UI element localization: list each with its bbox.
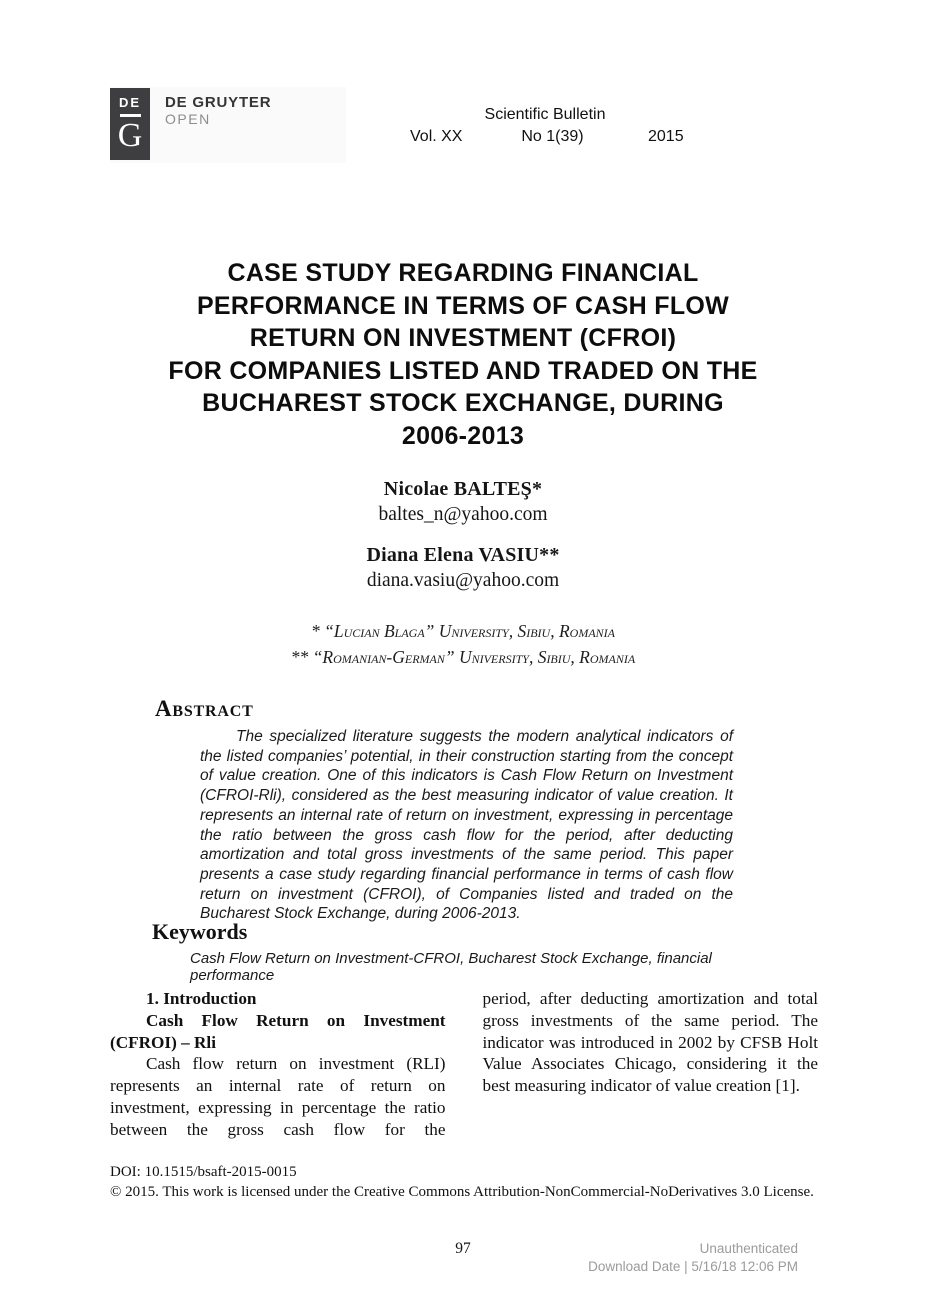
abstract-text: The specialized literature suggests the modern analytical indicators of the listed companies’ potential, in their construction starting from the concept of value creation. One of this indicators is Cash Flow Return on Investment (CFROI-Rli), considered as the best measuring indicator of value creation. It represents an internal rate of return on investment, expressing in percentage the ratio between the gross cash flow for the period, after deducting amortization and total gross investments of the same period. This paper presents a case study regarding financial performance in terms of cash flow return on investment (CFROI), of Companies listed and traded on the Bucharest Stock Exchange, during 2006-2013. [200, 728, 733, 923]
body-paragraph-left: Cash flow return on investment (RLI) represents an internal rate of return on investment, expressing in percentage the ratio between the gross cash flow for the [110, 1054, 446, 1139]
affiliation-line: * “Lucian Blaga” University, Sibiu, Romania [311, 621, 615, 641]
body-paragraph-right: period, after deducting amortization and total gross investments of the same period. The indicator was introduced in 2002 by CFSB Holt Value Associates Chicago, considering it the best measuring indicator of value creation [1]. [482, 989, 818, 1096]
authors-block [113, 476, 813, 594]
publisher-brand [165, 94, 271, 127]
journal-issue: No 1(39) [521, 128, 584, 145]
paper-title-line: RETURN ON INVESTMENT (CFROI) [249, 324, 677, 352]
journal-volume: Vol. XX [410, 128, 463, 145]
author [113, 476, 813, 528]
journal-year: 2015 [648, 128, 684, 145]
author-name: Diana Elena VASIU** [366, 544, 560, 566]
author-name: Nicolae BALTEŞ* [383, 478, 543, 500]
section-heading: 1. Introduction [146, 989, 257, 1008]
download-note [498, 1240, 798, 1275]
body-column-left [110, 988, 446, 1141]
author [113, 542, 813, 594]
subsection-heading: Cash Flow Return on Investment (CFROI) – Rli [110, 1010, 446, 1052]
paper-title-line: CASE STUDY REGARDING FINANCIAL [227, 259, 699, 287]
download-date-label: Download Date | 5/16/18 12:06 PM [588, 1258, 798, 1274]
abstract-heading: Abstract [155, 696, 254, 721]
paper-title-line: FOR COMPANIES LISTED AND TRADED ON THE [168, 356, 758, 385]
paper-title-line: BUCHAREST STOCK EXCHANGE, DURING [202, 389, 724, 417]
publisher-open-label: OPEN [165, 111, 211, 127]
logo-box-de: DE [118, 95, 142, 110]
keywords-text: Cash Flow Return on Investment-CFROI, Bucharest Stock Exchange, financial performance [190, 950, 712, 984]
body-column-right [483, 988, 819, 1141]
de-gruyter-logo-icon [110, 88, 150, 160]
author-email: diana.vasiu@yahoo.com [366, 570, 560, 591]
author-email: baltes_n@yahoo.com [378, 504, 548, 525]
publisher-name: DE GRUYTER [165, 94, 272, 111]
body-columns [110, 988, 818, 1141]
logo-box-g: G [117, 117, 143, 154]
journal-name: Scientific Bulletin [484, 106, 606, 123]
affiliation-line: ** “Romanian-German” University, Sibiu, Romania [290, 647, 636, 667]
license-line: © 2015. This work is licensed under the Creative Commons Attribution-NonCommercial-NoDerivatives 3.0 License. [110, 1183, 814, 1200]
doi-line: DOI: 10.1515/bsaft-2015-0015 [110, 1164, 297, 1180]
affiliations-block [113, 618, 813, 670]
paper-title-line: 2006-2013 [401, 421, 525, 450]
keywords-heading: Keywords [152, 919, 248, 944]
doi-block [110, 1163, 814, 1202]
paper-title [113, 257, 813, 452]
paper-title-line: PERFORMANCE IN TERMS OF CASH FLOW [196, 291, 730, 320]
page-number: 97 [455, 1240, 471, 1257]
unauthenticated-label: Unauthenticated [699, 1241, 798, 1256]
